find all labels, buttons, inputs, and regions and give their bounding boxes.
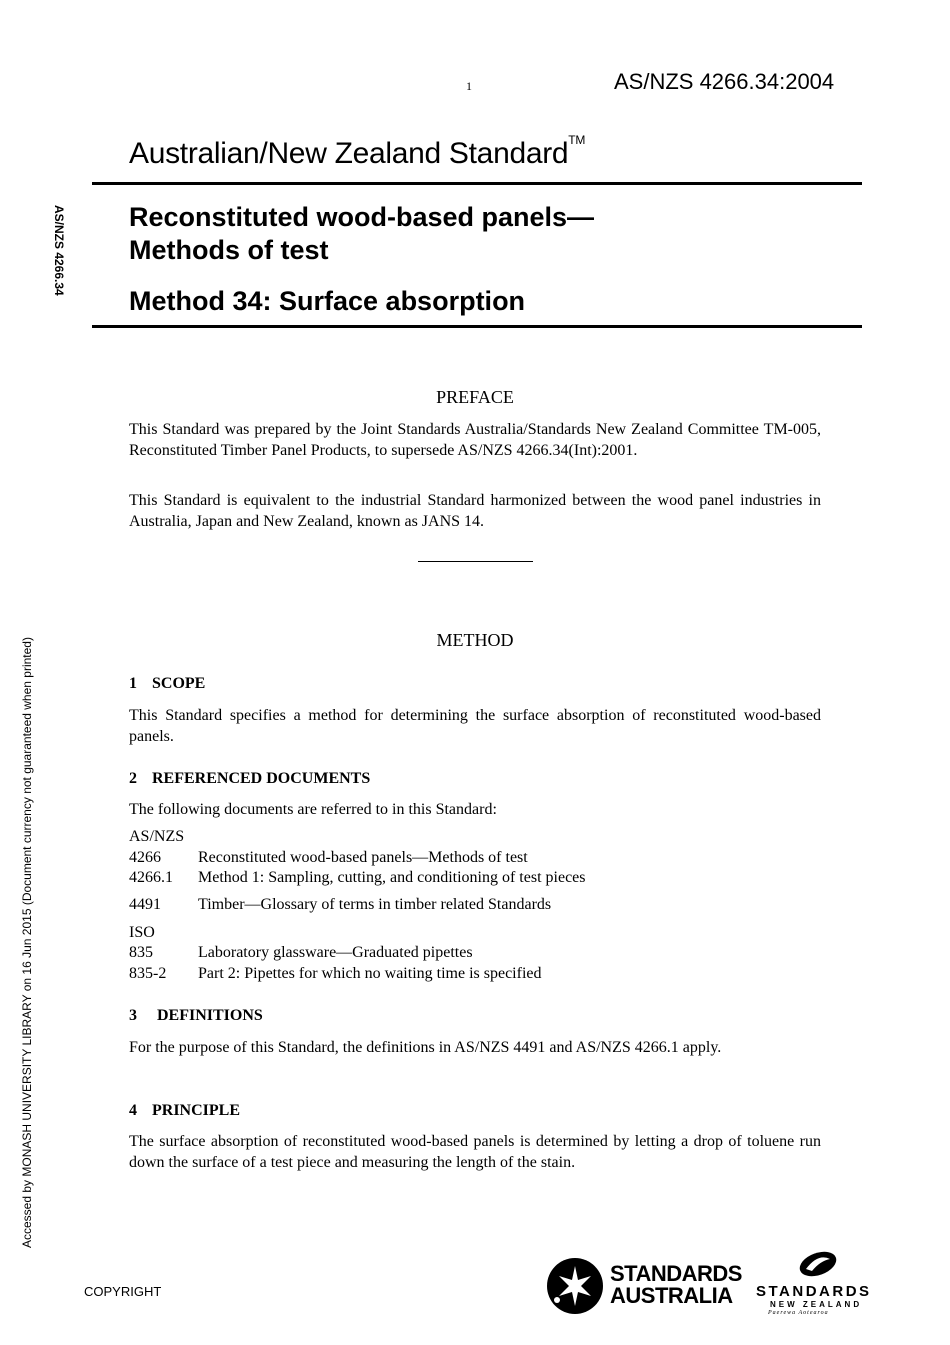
clause-number: 4 [129, 1102, 137, 1119]
standard-title-text: Australian/New Zealand Standard [129, 137, 569, 170]
scope-paragraph: This Standard specifies a method for determining the surface absorption of reconstituted wood-based panels. [129, 707, 821, 745]
part-title-line1: Reconstituted wood-based panels— [129, 202, 595, 232]
reference-code: 4491 [129, 896, 161, 913]
section-divider [418, 561, 533, 562]
clause-number: 2 [129, 770, 137, 787]
document-code: AS/NZS 4266.34:2004 [614, 69, 835, 94]
preface-paragraph-1: This Standard was prepared by the Joint Standards Australia/Standards New Zealand Committee TM-005, Reconstituted Timber Panel Products, to supersede AS/NZS 4266.34(Int):2001. [129, 421, 821, 459]
reference-title: Reconstituted wood-based panels—Methods of test [198, 849, 528, 866]
references-intro: The following documents are referred to in this Standard: [129, 801, 497, 818]
reference-code: 4266 [129, 849, 161, 866]
clause-title: REFERENCED DOCUMENTS [152, 770, 371, 787]
reference-item [129, 943, 473, 963]
reference-code: 4266.1 [129, 869, 173, 886]
method-title: Method 34: Surface absorption [129, 286, 526, 316]
reference-title: Method 1: Sampling, cutting, and conditioning of test pieces [198, 869, 586, 886]
reference-item [129, 848, 528, 868]
logo-snz-line2: NEW ZEALAND [770, 1300, 863, 1309]
reference-group-label: ISO [129, 924, 155, 941]
reference-item [129, 895, 551, 915]
reference-code: 835 [129, 944, 153, 961]
method-heading: METHOD [436, 630, 514, 650]
standard-title [129, 133, 586, 171]
clause-heading-scope [129, 675, 205, 693]
preface-paragraph-2: This Standard is equivalent to the industrial Standard harmonized between the wood panel industries in Australia, Japan and New Zealand, known as JANS 14. [129, 492, 821, 530]
reference-title: Part 2: Pipettes for which no waiting time is specified [198, 965, 542, 982]
preface-heading: PREFACE [436, 387, 514, 407]
logo-snz-line3: Paerewa Aotearoa [768, 1310, 829, 1316]
clause-number: 1 [129, 675, 137, 692]
clause-title: DEFINITIONS [157, 1007, 263, 1024]
logo-sa-line2: AUSTRALIA [610, 1283, 733, 1308]
reference-title: Timber—Glossary of terms in timber related Standards [198, 896, 552, 913]
standards-australia-logo-icon [545, 1256, 605, 1316]
reference-item [129, 868, 586, 888]
definitions-paragraph: For the purpose of this Standard, the definitions in AS/NZS 4491 and AS/NZS 4266.1 apply. [129, 1039, 722, 1056]
copyright-notice: COPYRIGHT [84, 1284, 162, 1299]
standards-new-zealand-logo-icon [796, 1249, 840, 1279]
logo-sa-line1: STANDARDS [610, 1261, 742, 1286]
part-title-line2: Methods of test [129, 235, 329, 265]
standards-australia-logo-text [610, 1263, 742, 1307]
title-rule-bottom [92, 325, 862, 328]
title-rule-top [92, 182, 862, 185]
reference-group-label: AS/NZS [129, 828, 185, 845]
page-number: 1 [466, 79, 472, 93]
clause-heading-references [129, 770, 370, 788]
principle-paragraph: The surface absorption of reconstituted wood-based panels is determined by letting a drop of toluene run down the surface of a test piece and measuring the length of the stain. [129, 1133, 821, 1171]
trademark-mark: TM [568, 133, 586, 147]
clause-number: 3 [129, 1007, 137, 1024]
clause-title: SCOPE [152, 675, 206, 692]
clause-heading-definitions [129, 1007, 263, 1025]
clause-heading-principle [129, 1102, 240, 1120]
side-document-code: AS/NZS 4266.34 [52, 205, 66, 296]
logo-snz-line1: STANDARDS [756, 1283, 872, 1300]
reference-code: 835-2 [129, 965, 167, 982]
reference-title: Laboratory glassware—Graduated pipettes [198, 944, 473, 961]
part-title [129, 201, 594, 267]
access-notice: Accessed by MONASH UNIVERSITY LIBRARY on 16 Jun 2015 (Document currency not guaranteed when printed) [20, 637, 34, 1248]
clause-title: PRINCIPLE [152, 1102, 241, 1119]
reference-item [129, 964, 542, 984]
